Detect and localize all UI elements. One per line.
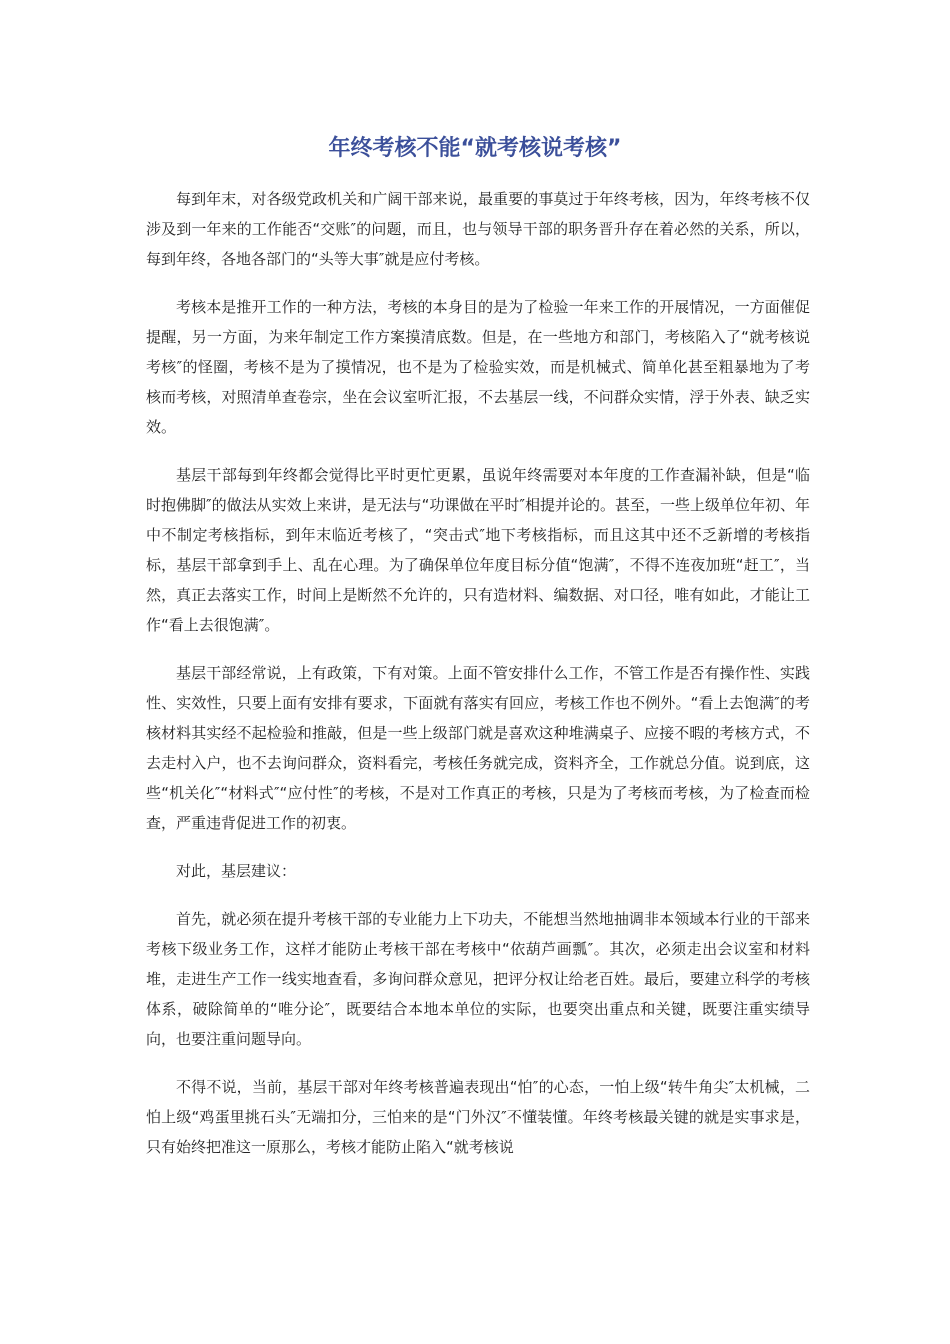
paragraph-3: 基层干部每到年终都会觉得比平时更忙更累，虽说年终需要对本年度的工作查漏补缺，但是“临时抱佛脚″的做法从实效上来讲，是无法与“功课做在平时″相提并论的。甚至，一些上级单位年初、年中不制定考核指标，到年末临近考核了，“突击式″地下考核指标，而且这其中还不乏新增的考核指标，基层干部拿到手上、乱在心理。为了确保单位年度目标分值“饱满″，不得不连夜加班“赶工″，当然，真正去落实工作，时间上是断然不允许的，只有造材料、编数据、对口径，唯有如此，才能让工作“看上去很饱满″。 [146,466,810,634]
paragraph-2: 考核本是推开工作的一种方法，考核的本身目的是为了检验一年来工作的开展情况，一方面催促提醒，另一方面，为来年制定工作方案摸清底数。但是，在一些地方和部门，考核陷入了“就考核说考核″的怪圈，考核不是为了摸情况，也不是为了检验实效，而是机械式、简单化甚至粗暴地为了考核而考核，对照清单查卷宗，坐在会议室听汇报，不去基层一线，不问群众实情，浮于外表、缺乏实效。 [146,298,810,436]
paragraph-4: 基层干部经常说，上有政策，下有对策。上面不管安排什么工作，不管工作是否有操作性、实践性、实效性，只要上面有安排有要求，下面就有落实有回应，考核工作也不例外。“看上去饱满″的考核材料其实经不起检验和推敲，但是一些上级部门就是喜欢这种堆满桌子、应接不暇的考核方式，不去走村入户，也不去询问群众，资料看完，考核任务就完成，资料齐全，工作就总分值。说到底，这些“机关化″“材料式″“应付性″的考核，不是对工作真正的考核，只是为了考核而考核，为了检查而检查，严重违背促进工作的初衷。 [146,664,810,832]
paragraph-6: 首先，就必须在提升考核干部的专业能力上下功夫，不能想当然地抽调非本领域本行业的干部来考核下级业务工作，这样才能防止考核干部在考核中“依葫芦画瓢″。其次，必须走出会议室和材料堆，走进生产工作一线实地查看，多询问群众意见，把评分权让给老百姓。最后，要建立科学的考核体系，破除简单的“唯分论″，既要结合本地本单位的实际，也要突出重点和关键，既要注重实绩导向，也要注重问题导向。 [146,910,810,1048]
paragraph-7: 不得不说，当前，基层干部对年终考核普遍表现出“怕″的心态，一怕上级“转牛角尖″太机械，二怕上级“鸡蛋里挑石头″无端扣分，三怕来的是“门外汉″不懂装懂。年终考核最关键的就是实事求是，只有始终把准这一原那么，考核才能防止陷入“就考核说 [146,1078,810,1156]
paragraph-5: 对此，基层建议： [176,862,297,880]
paragraph-1: 每到年末，对各级党政机关和广阔干部来说，最重要的事莫过于年终考核，因为，年终考核不仅涉及到一年来的工作能否“交账″的问题，而且，也与领导干部的职务晋升存在着必然的关系，所以，每到年终，各地各部门的“头等大事″就是应付考核。 [146,190,810,268]
document-body [146,184,810,1180]
document-title: 年终考核不能“就考核说考核” [328,136,622,161]
